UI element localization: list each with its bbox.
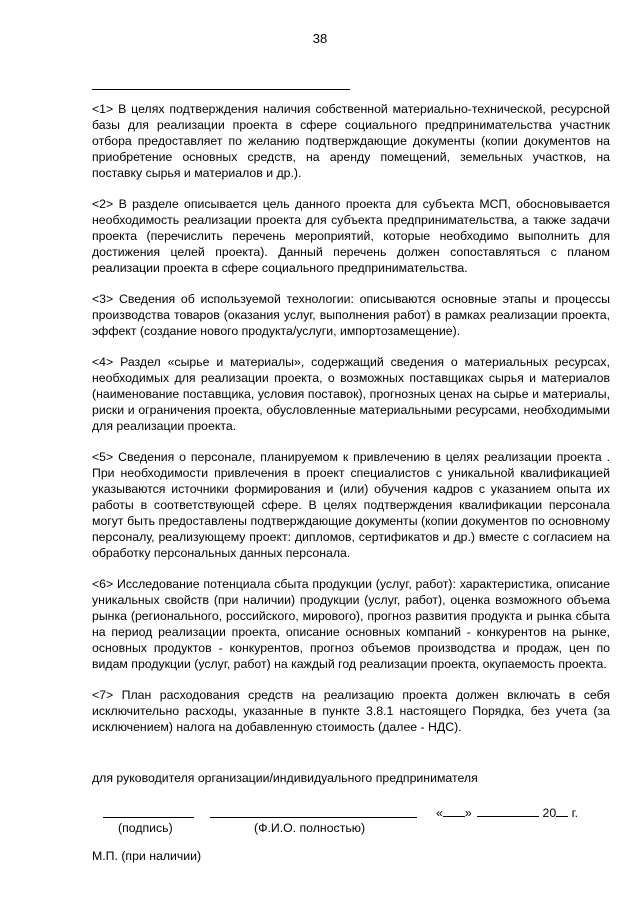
day-blank [443, 804, 465, 817]
footnotes-section [92, 101, 610, 750]
year-blank [556, 804, 568, 817]
footnote-3: <3> Сведения об используемой технологии: описываются основные этапы и процессы производства товаров (оказания услуг, выполнения работ) в рамках реализации проекта, эффект (создание нового продукта/услуги, импортозамещение). [92, 292, 610, 338]
signature-heading: для руководителя организации/индивидуального предпринимателя [92, 771, 478, 785]
footnote-5: <5> Сведения о персонале, планируемом к привлечению в целях реализации проекта . При необходимости привлечения в проект специалистов с уникальной квалификацией указываются источники формирования и (или) обучения кадров с указанием опыта их работы в соответствующей сфере. В целях подтверждения квалификации персонала могут быть предоставлены подтверждающие документы (копии документов по основному персоналу, реализующему проект: дипломов, сертификатов и др.) вместе с согласием на обработку персональных данных персонала. [92, 450, 610, 560]
footnote-1: <1> В целях подтверждения наличия собственной материально-технической, ресурсной базы для реализации проекта в сфере социального предпринимательства участник отбора предоставляет по желанию подтверждающие документы (копии документов на приобретение основных средств, на аренду помещений, земельных участков, на поставку сырья и материалов и др.). [92, 102, 610, 180]
signature-line [103, 817, 194, 818]
date-field [436, 804, 616, 820]
full-name-caption: (Ф.И.О. полностью) [254, 821, 366, 835]
footnote-4: <4> Раздел «сырье и материалы», содержащий сведения о материальных ресурсах, необходимых для реализации проекта, о возможных поставщиках сырья и материалов (наименование поставщика, условия поставок), прогнозных ценах на сырье и материалы, риски и ограничения проекта, обусловленные материальными ресурсами, необходимыми для реализации проекта. [92, 355, 610, 433]
footnote-separator [92, 89, 350, 90]
date-close-quote: » [464, 806, 472, 820]
stamp-note: М.П. (при наличии) [92, 849, 202, 863]
page-number: 38 [312, 31, 328, 46]
year-suffix: г. [568, 806, 579, 820]
date-open-quote: « [436, 806, 443, 820]
footnote-2: <2> В разделе описывается цель данного проекта для субъекта МСП, обосновывается необходимость реализации проекта для субъекта предпринимательства, а также задачи проекта (перечислить перечень мероприятий, которые необходимо выполнить для достижения целей проекта). Данный перечень должен сопоставляться с планом реализации проекта в сфере социального предпринимательства. [92, 197, 610, 275]
full-name-line [210, 817, 417, 818]
footnote-7: <7> План расходования средств на реализацию проекта должен включать в себя исключительно расходы, указанные в пункте 3.8.1 настоящего Порядка, без учета (за исключением) налога на добавленную стоимость (далее - НДС). [92, 688, 610, 734]
footnote-6: <6> Исследование потенциала сбыта продукции (услуг, работ): характеристика, описание уникальных свойств (при наличии) продукции (услуг, работ), оценка возможного объема рынка (регионального, российского, мирового), прогноз развития продукта и рынка сбыта на период реализации проекта, описание основных компаний - конкурентов на рынке, основных продуктов - конкурентов, прогноз объемов производства и продаж, цен по видам продукции (услуг, работ) на каждый год реализации проекта, окупаемость проекта. [92, 577, 610, 671]
year-prefix: 20 [542, 806, 557, 820]
signature-caption: (подпись) [118, 821, 173, 835]
month-blank [477, 804, 539, 817]
